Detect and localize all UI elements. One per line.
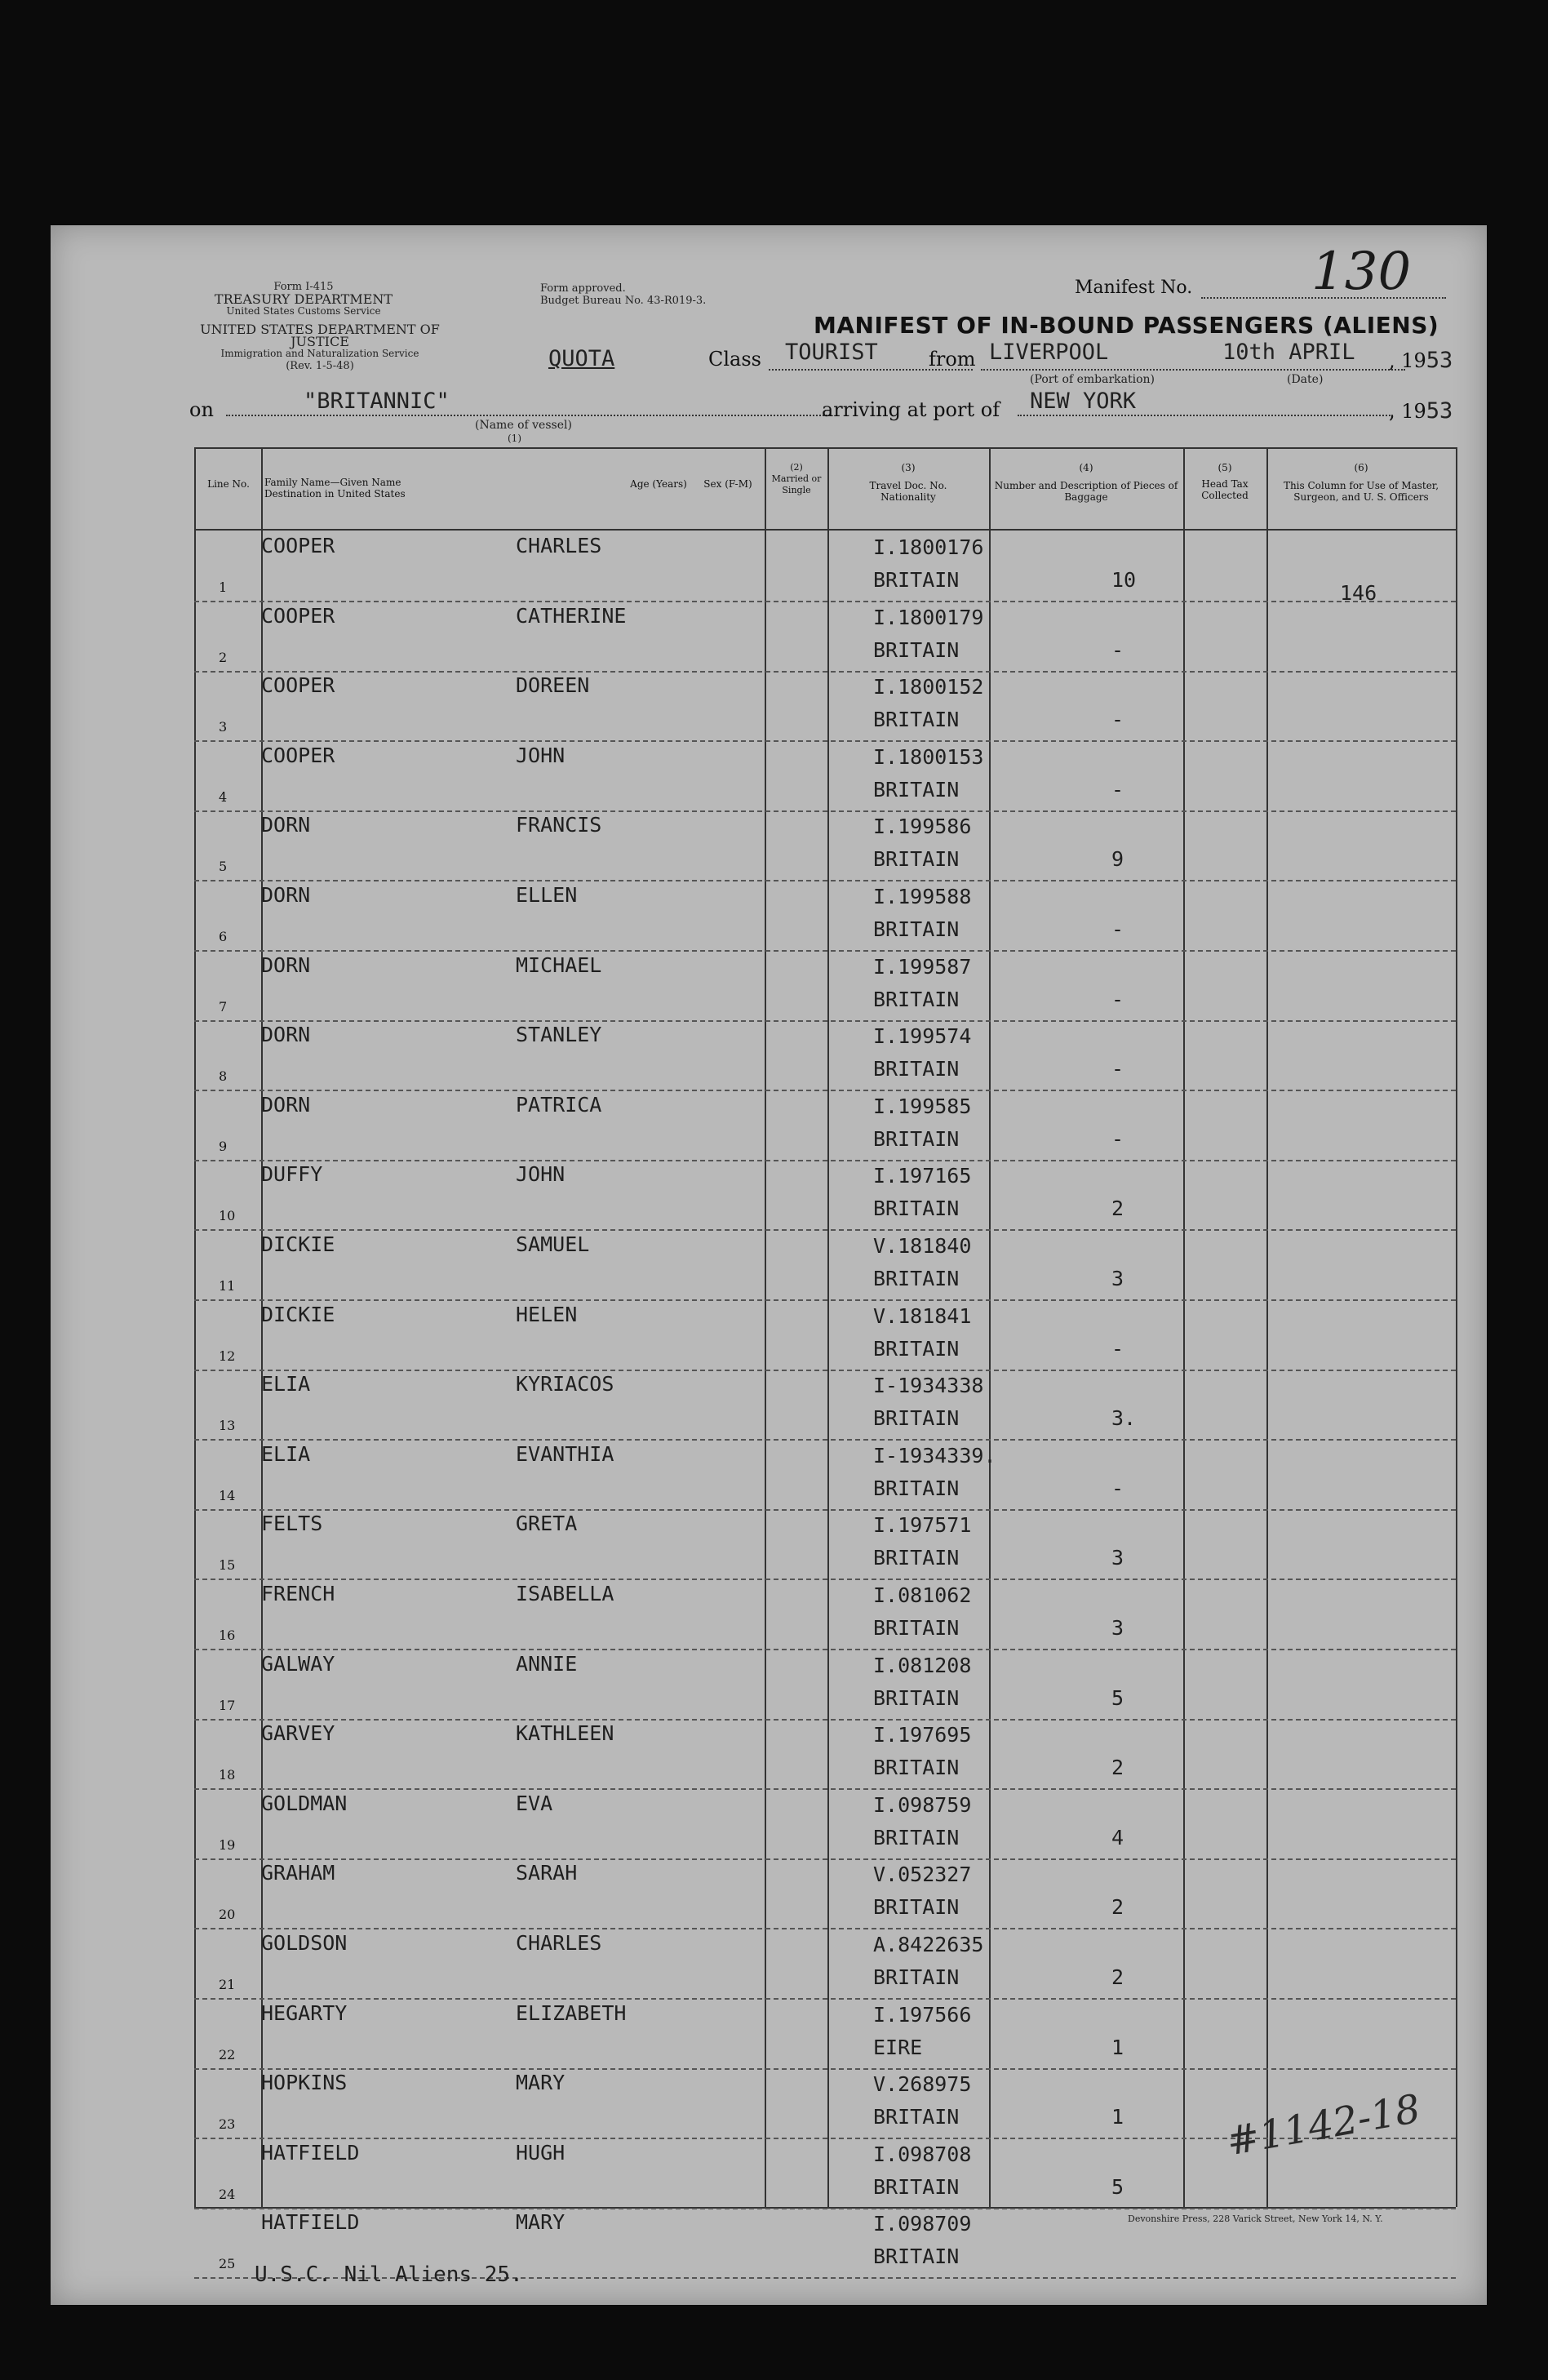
- line-number: 16: [219, 1627, 236, 1643]
- travel-doc-number: I.199585: [873, 1094, 972, 1118]
- baggage-count: 9: [1111, 847, 1124, 872]
- baggage-count: 4: [1111, 1825, 1124, 1849]
- given-name: KYRIACOS: [516, 1372, 614, 1396]
- baggage-count: 5: [1111, 2174, 1124, 2199]
- col-officers-num: (6): [1354, 462, 1368, 473]
- treasury-dept: TREASURY DEPARTMENT: [214, 291, 393, 307]
- manifest-title: MANIFEST OF IN-BOUND PASSENGERS (ALIENS): [814, 312, 1439, 339]
- baggage-count: -: [1111, 987, 1124, 1011]
- travel-doc-number: I.197165: [873, 1164, 972, 1188]
- family-name: GOLDSON: [261, 1931, 348, 1955]
- nationality: BRITAIN: [873, 2245, 960, 2269]
- family-name: DORN: [261, 883, 311, 907]
- given-name: ELIZABETH: [516, 2000, 627, 2025]
- class-value: TOURIST: [785, 340, 878, 365]
- row-divider: [194, 1649, 1456, 1650]
- row-divider: [194, 1858, 1456, 1860]
- baggage-count: 1: [1111, 2035, 1124, 2059]
- line-number: 3: [219, 719, 228, 735]
- travel-doc-number: I.1800179: [873, 605, 984, 629]
- family-name: HOPKINS: [261, 2071, 348, 2095]
- family-name: COOPER: [261, 534, 335, 557]
- travel-doc-number: I.199586: [873, 815, 972, 839]
- travel-doc-number: I.1800152: [873, 675, 984, 699]
- nationality: BRITAIN: [873, 2174, 960, 2199]
- baggage-count: -: [1111, 1336, 1124, 1361]
- given-name: GRETA: [516, 1512, 578, 1536]
- travel-doc-number: I.199574: [873, 1024, 972, 1049]
- given-name: EVA: [516, 1791, 553, 1815]
- travel-doc-number: V.181841: [873, 1303, 972, 1328]
- given-name: SAMUEL: [516, 1232, 590, 1256]
- given-name: KATHLEEN: [516, 1721, 614, 1746]
- col-travel-doc: Travel Doc. No.: [869, 480, 947, 491]
- vessel-name: "BRITANNIC": [304, 389, 450, 414]
- col-destination: Destination in United States: [264, 488, 406, 500]
- nationality: EIRE: [873, 2035, 923, 2059]
- justice-dept: UNITED STATES DEPARTMENT OF JUSTICE: [200, 322, 440, 349]
- given-name: MICHAEL: [516, 952, 602, 977]
- family-name: GARVEY: [261, 1721, 335, 1746]
- baggage-count: 1: [1111, 2105, 1124, 2129]
- col-head-tax: Head Tax Collected: [1201, 478, 1249, 501]
- line-number: 21: [219, 1977, 236, 1992]
- family-name: ELIA: [261, 1372, 311, 1396]
- travel-doc-number: I-1934339.: [873, 1443, 996, 1468]
- row-divider: [194, 601, 1456, 602]
- family-name: DORN: [261, 1023, 311, 1047]
- nationality: BRITAIN: [873, 637, 960, 662]
- nationality: BRITAIN: [873, 1406, 960, 1431]
- row-divider: [194, 1928, 1456, 1929]
- line-number: 17: [219, 1697, 236, 1713]
- given-name: EVANTHIA: [516, 1441, 614, 1466]
- class-label: Class: [708, 348, 761, 371]
- given-name: MARY: [516, 2210, 566, 2235]
- given-name: STANLEY: [516, 1023, 602, 1047]
- line-number: 1: [219, 579, 228, 595]
- form-approved: Form approved.: [540, 282, 626, 295]
- line-number: 5: [219, 859, 228, 875]
- given-name: CHARLES: [516, 534, 602, 557]
- row-divider: [194, 1160, 1456, 1161]
- family-name: HATFIELD: [261, 2140, 360, 2165]
- manifest-number: 130: [1311, 242, 1412, 302]
- embark-date: 10th APRIL: [1222, 340, 1355, 365]
- given-name: ISABELLA: [516, 1582, 614, 1605]
- travel-doc-number: I.1800153: [873, 744, 984, 769]
- family-name: FRENCH: [261, 1582, 335, 1605]
- travel-doc-number: I.098759: [873, 1792, 972, 1817]
- col-baggage: Number and Description of Pieces of Baggage: [994, 480, 1178, 503]
- family-name: HEGARTY: [261, 2000, 348, 2025]
- line-number: 24: [219, 2186, 236, 2202]
- given-name: SARAH: [516, 1861, 578, 1885]
- baggage-count: 3.: [1111, 1406, 1137, 1431]
- family-name: GOLDMAN: [261, 1791, 348, 1815]
- baggage-count: 2: [1111, 1756, 1124, 1780]
- line-number: 7: [219, 998, 228, 1015]
- officers-note: 146: [1340, 581, 1377, 605]
- line-number: 6: [219, 929, 228, 944]
- family-name: DICKIE: [261, 1302, 335, 1326]
- revision: (Rev. 1-5-48): [286, 360, 354, 372]
- nationality: BRITAIN: [873, 708, 960, 732]
- family-name: DORN: [261, 813, 311, 837]
- family-name: GRAHAM: [261, 1861, 335, 1885]
- row-divider: [194, 1998, 1456, 2000]
- vessel-col-number: (1): [508, 433, 521, 444]
- baggage-count: 3: [1111, 1546, 1124, 1570]
- travel-doc-number: V.052327: [873, 1863, 972, 1887]
- nationality: BRITAIN: [873, 1825, 960, 1849]
- row-divider: [194, 810, 1456, 812]
- quota-label: QUOTA: [548, 346, 615, 371]
- travel-doc-number: I.081062: [873, 1583, 972, 1607]
- arriving-label: arriving at port of: [822, 398, 1000, 421]
- line-number: 22: [219, 2046, 236, 2063]
- line-number: 12: [219, 1348, 236, 1364]
- family-name: DICKIE: [261, 1232, 335, 1256]
- col-travel-num: (3): [901, 462, 916, 473]
- nationality: BRITAIN: [873, 777, 960, 801]
- travel-doc-number: V.181840: [873, 1234, 972, 1258]
- col-officers: This Column for Use of Master, Surgeon, and U. S. Officers: [1283, 480, 1439, 503]
- line-number: 23: [219, 2116, 236, 2133]
- nationality: BRITAIN: [873, 847, 960, 872]
- line-number: 10: [219, 1208, 236, 1224]
- travel-doc-number: I.197695: [873, 1723, 972, 1747]
- col-family-name: Family Name—Given Name: [264, 477, 401, 488]
- given-name: HELEN: [516, 1302, 578, 1326]
- budget-bureau: Budget Bureau No. 43-R019-3.: [540, 295, 707, 307]
- travel-doc-number: I.197571: [873, 1513, 972, 1538]
- col-baggage-num: (4): [1079, 462, 1093, 473]
- col-head-tax-num: (5): [1218, 462, 1232, 473]
- travel-doc-number: I.197566: [873, 2002, 972, 2027]
- row-divider: [194, 1090, 1456, 1091]
- given-name: CHARLES: [516, 1931, 602, 1955]
- travel-doc-number: I-1934338: [873, 1374, 984, 1398]
- nationality: BRITAIN: [873, 1965, 960, 1989]
- family-name: DORN: [261, 1092, 311, 1117]
- given-name: FRANCIS: [516, 813, 602, 837]
- row-divider: [194, 1229, 1456, 1231]
- row-divider: [194, 1788, 1456, 1790]
- on-label: on: [189, 398, 214, 421]
- baggage-count: 5: [1111, 1685, 1124, 1710]
- family-name: COOPER: [261, 673, 335, 698]
- port-of-embarkation: LIVERPOOL: [989, 340, 1109, 365]
- row-divider: [194, 880, 1456, 881]
- year-prefix: , 19: [1389, 349, 1426, 372]
- baggage-count: -: [1111, 777, 1124, 801]
- form-number: Form I-415: [273, 281, 334, 293]
- nationality: BRITAIN: [873, 987, 960, 1011]
- baggage-count: 3: [1111, 1267, 1124, 1290]
- arrival-year-suffix: 53: [1426, 398, 1453, 424]
- line-number: 25: [219, 2256, 236, 2272]
- travel-doc-number: V.268975: [873, 2072, 972, 2097]
- travel-doc-number: A.8422635: [873, 1933, 984, 1956]
- travel-doc-number: I.199587: [873, 954, 972, 979]
- nationality: BRITAIN: [873, 917, 960, 941]
- family-name: COOPER: [261, 603, 335, 628]
- travel-doc-number: I.081208: [873, 1653, 972, 1677]
- manifest-sheet: [51, 225, 1487, 2305]
- nationality: BRITAIN: [873, 1057, 960, 1081]
- family-name: ELIA: [261, 1441, 311, 1466]
- travel-doc-number: I.199588: [873, 885, 972, 908]
- immigration-service: Immigration and Naturalization Service: [220, 348, 419, 359]
- date-caption: (Date): [1287, 373, 1324, 386]
- nationality: BRITAIN: [873, 1546, 960, 1570]
- given-name: CATHERINE: [516, 603, 627, 628]
- customs-service: United States Customs Service: [226, 305, 381, 317]
- travel-doc-number: I.098708: [873, 2142, 972, 2166]
- family-name: FELTS: [261, 1512, 323, 1536]
- footer-note: U.S.C. Nil Aliens 25.: [255, 2262, 523, 2287]
- nationality: BRITAIN: [873, 568, 960, 592]
- baggage-count: 3: [1111, 1616, 1124, 1640]
- family-name: DORN: [261, 952, 311, 977]
- line-number: 13: [219, 1418, 236, 1434]
- given-name: DOREEN: [516, 673, 590, 698]
- arrival-year-prefix: , 19: [1389, 400, 1426, 423]
- nationality: BRITAIN: [873, 1756, 960, 1780]
- line-number: 2: [219, 649, 228, 665]
- year-suffix: 53: [1426, 348, 1453, 373]
- nationality: BRITAIN: [873, 1126, 960, 1151]
- nationality: BRITAIN: [873, 1895, 960, 1920]
- baggage-count: -: [1111, 1057, 1124, 1081]
- row-divider: [194, 1370, 1456, 1371]
- col-line-no: Line No.: [207, 478, 250, 490]
- given-name: JOHN: [516, 1162, 566, 1187]
- line-number: 18: [219, 1767, 236, 1783]
- row-divider: [194, 1020, 1456, 1022]
- row-divider: [194, 740, 1456, 742]
- family-name: COOPER: [261, 743, 335, 767]
- row-divider: [194, 1299, 1456, 1301]
- baggage-count: -: [1111, 637, 1124, 662]
- row-divider: [194, 671, 1456, 673]
- col-married-num: (2): [790, 462, 803, 473]
- nationality: BRITAIN: [873, 1336, 960, 1361]
- travel-doc-number: I.098709: [873, 2212, 972, 2236]
- line-number: 14: [219, 1487, 236, 1503]
- col-sex: Sex (F-M): [703, 478, 752, 490]
- from-label: from: [929, 348, 976, 371]
- given-name: ELLEN: [516, 883, 578, 907]
- col-age: Age (Years): [630, 478, 687, 490]
- nationality: BRITAIN: [873, 1616, 960, 1640]
- given-name: MARY: [516, 2071, 566, 2095]
- baggage-count: -: [1111, 708, 1124, 732]
- given-name: HUGH: [516, 2140, 566, 2165]
- given-name: PATRICA: [516, 1092, 602, 1117]
- travel-doc-number: I.1800176: [873, 535, 984, 559]
- nationality: BRITAIN: [873, 1476, 960, 1500]
- line-number: 19: [219, 1836, 236, 1853]
- nationality: BRITAIN: [873, 1267, 960, 1290]
- line-number: 15: [219, 1557, 236, 1574]
- col-nationality: Nationality: [880, 491, 936, 503]
- handwritten-note: #1142-18: [1222, 2085, 1424, 2165]
- baggage-count: -: [1111, 1126, 1124, 1151]
- row-divider: [194, 1509, 1456, 1511]
- baggage-count: -: [1111, 1476, 1124, 1500]
- line-number: 8: [219, 1068, 228, 1085]
- row-divider: [194, 2068, 1456, 2070]
- row-divider: [194, 2208, 1456, 2209]
- row-divider: [194, 1579, 1456, 1580]
- baggage-count: 10: [1111, 568, 1137, 592]
- port-embark-caption: (Port of embarkation): [1030, 373, 1155, 386]
- family-name: HATFIELD: [261, 2210, 360, 2235]
- baggage-count: 2: [1111, 1965, 1124, 1989]
- arrival-port: NEW YORK: [1030, 389, 1137, 414]
- line-number: 4: [219, 788, 228, 805]
- given-name: ANNIE: [516, 1651, 578, 1676]
- nationality: BRITAIN: [873, 2105, 960, 2129]
- family-name: GALWAY: [261, 1651, 335, 1676]
- line-number: 9: [219, 1138, 228, 1154]
- manifest-no-label: Manifest No.: [1075, 278, 1193, 298]
- line-number: 11: [219, 1278, 236, 1294]
- given-name: JOHN: [516, 743, 566, 767]
- nationality: BRITAIN: [873, 1685, 960, 1710]
- col-married: Married or Single: [771, 473, 822, 495]
- nationality: BRITAIN: [873, 1197, 960, 1221]
- baggage-count: -: [1111, 917, 1124, 941]
- row-divider: [194, 1719, 1456, 1721]
- family-name: DUFFY: [261, 1162, 323, 1187]
- printer-imprint: Devonshire Press, 228 Varick Street, New York 14, N. Y.: [1128, 2213, 1383, 2224]
- row-divider: [194, 1439, 1456, 1441]
- row-divider: [194, 950, 1456, 952]
- baggage-count: 2: [1111, 1895, 1124, 1920]
- baggage-count: 2: [1111, 1197, 1124, 1221]
- line-number: 20: [219, 1907, 236, 1923]
- vessel-caption: (Name of vessel): [475, 419, 572, 432]
